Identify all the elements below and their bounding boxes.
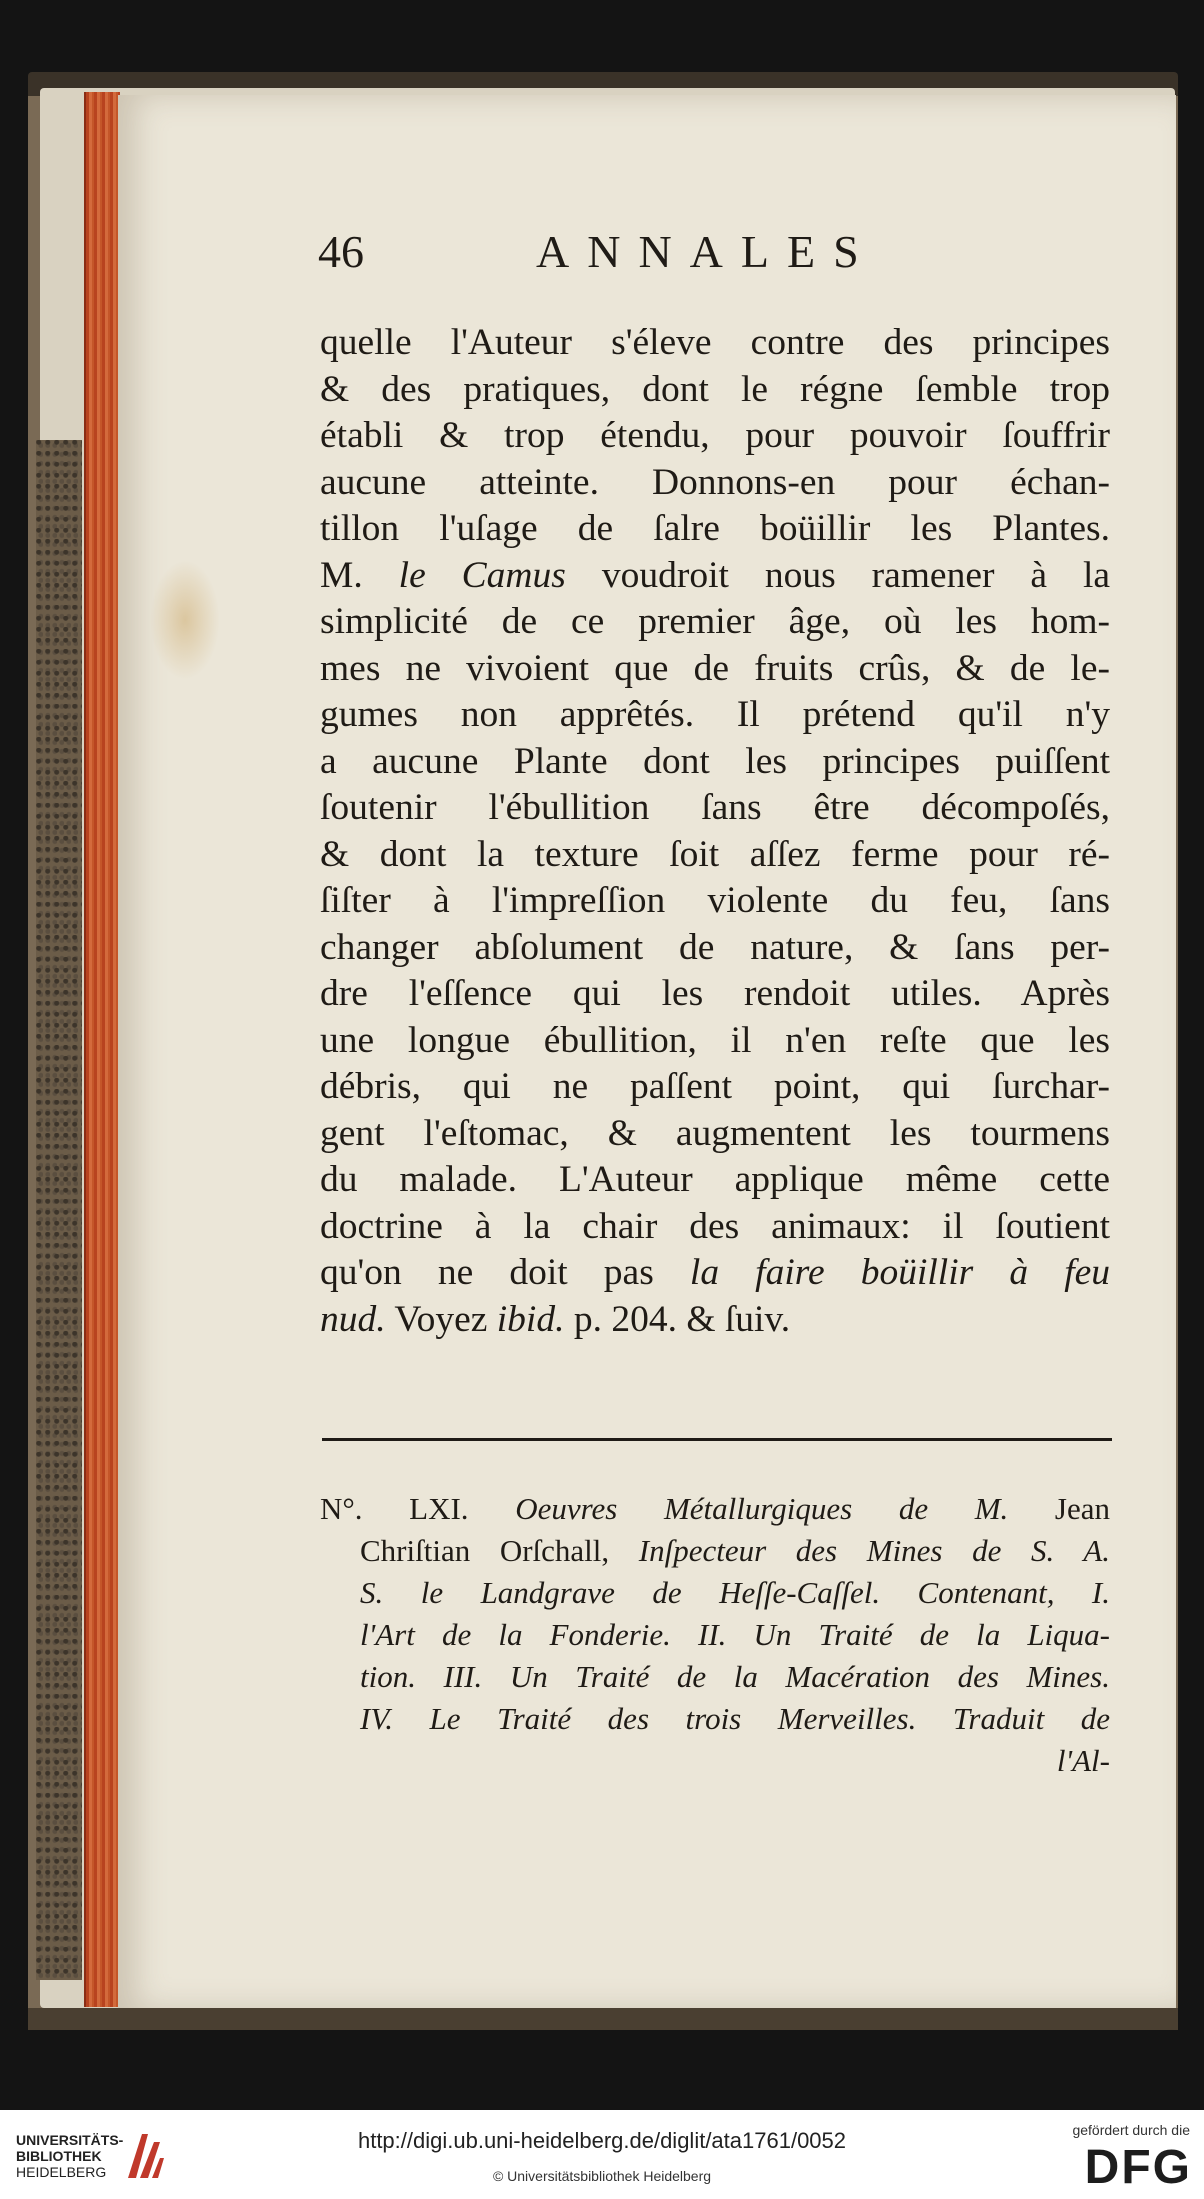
body-line: une longue ébullition, il n'en reſte que les [320,1019,1110,1061]
copyright-notice: © Universitätsbibliothek Heidelberg [492,2168,712,2184]
entry-title: Inſpecteur des Mines de S. A. [638,1533,1111,1568]
book-bottom-edge [28,2008,1178,2030]
body-line: mes ne vivoient que de fruits crûs, & de le- [320,647,1110,689]
dfg-logo: DFG [1084,2141,1192,2194]
italic-phrase: nud. [320,1298,386,1340]
body-line: dre l'eſſence qui les rendoit utiles. Après [320,973,1110,1014]
body-line [320,1250,1110,1297]
body-line: gumes non apprêtés. Il prétend qu'il n'y [320,694,1110,735]
body-line: établi & trop étendu, pour pouvoir ſouffrir [320,415,1110,456]
section-divider [322,1438,1112,1441]
entry-line: S. le Landgrave de Heſſe-Caſſel. Contenant, I. [360,1575,1110,1610]
body-line: du malade. L'Auteur applique même cette [320,1159,1110,1200]
body-fragment: voudroit nous ramener à la [601,554,1111,596]
catchword: l'Al- [1056,1743,1110,1778]
entry-author: Chriſtian Orſchall, [360,1533,610,1568]
body-line: tillon l'uſage de ſalre boüillir les Plantes. [320,508,1110,549]
permalink-url[interactable]: http://digi.ub.uni-heidelberg.de/diglit/ata1761/0052 [357,2128,847,2153]
body-line: a aucune Plante dont les principes puiſſent [320,740,1110,782]
running-head [318,225,1118,285]
body-fragment: p. 204. & ſuiv. [573,1298,791,1340]
page-number: 46 [318,226,364,277]
body-line: ſoutenir l'ébullition ſans être décompoſés, [320,787,1110,828]
body-text [320,320,1110,1343]
bibliographic-entry [320,1488,1110,1782]
paper-stain [150,560,220,680]
body-line [320,553,1110,600]
viewer-footer [0,2110,1204,2199]
author-name: le Camus [398,554,566,596]
entry-line: tion. III. Un Traité de la Macération des Mines. [360,1659,1110,1694]
body-line: changer abſolument de nature, & ſans per- [320,926,1110,968]
body-line: simplicité de ce premier âge, où les hom- [320,601,1110,642]
library-name-line: BIBLIOTHEK [16,2148,102,2164]
body-fragment: M. [320,554,363,596]
entry-line [320,1488,1110,1530]
body-line: ſiſter à l'impreſſion violente du feu, ſans [320,880,1110,921]
body-line: aucune atteinte. Donnons-en pour échan- [320,461,1110,503]
body-line: doctrine à la chair des animaux: il ſoutient [320,1205,1110,1247]
body-fragment: Voyez [394,1298,488,1340]
entry-number: N°. LXI. [320,1491,469,1526]
entry-author: Jean [1054,1491,1111,1526]
body-line [320,1297,1110,1344]
library-name-line: UNIVERSITÄTS- [16,2132,124,2148]
body-line: quelle l'Auteur s'éleve contre des principes [320,322,1110,363]
entry-line [320,1530,1110,1572]
marbled-endpaper [36,440,82,1980]
library-name-line: HEIDELBERG [16,2164,107,2180]
entry-line: IV. Le Traité des trois Merveilles. Traduit de [360,1701,1110,1736]
body-line: & des pratiques, dont le régne ſemble trop [320,368,1110,410]
italic-phrase: la faire boüillir à feu [689,1252,1111,1293]
body-line: & dont la texture ſoit aſſez ferme pour ré- [320,833,1110,875]
entry-line: l'Art de la Fonderie. II. Un Traité de la Liqua- [360,1617,1110,1652]
running-title: ANNALES [536,226,877,277]
body-fragment: qu'on ne doit pas [320,1252,654,1293]
funding-label: gefördert durch die [1072,2122,1190,2138]
ibid-reference: ibid. [496,1298,565,1340]
entry-title: Oeuvres Métallurgiques de M. [515,1491,1009,1526]
body-line: débris, qui ne paſſent point, qui ſurchar- [320,1066,1110,1107]
body-line: gent l'eſtomac, & augmentent les tourmens [320,1112,1110,1154]
red-sprinkled-edge [84,92,120,2007]
